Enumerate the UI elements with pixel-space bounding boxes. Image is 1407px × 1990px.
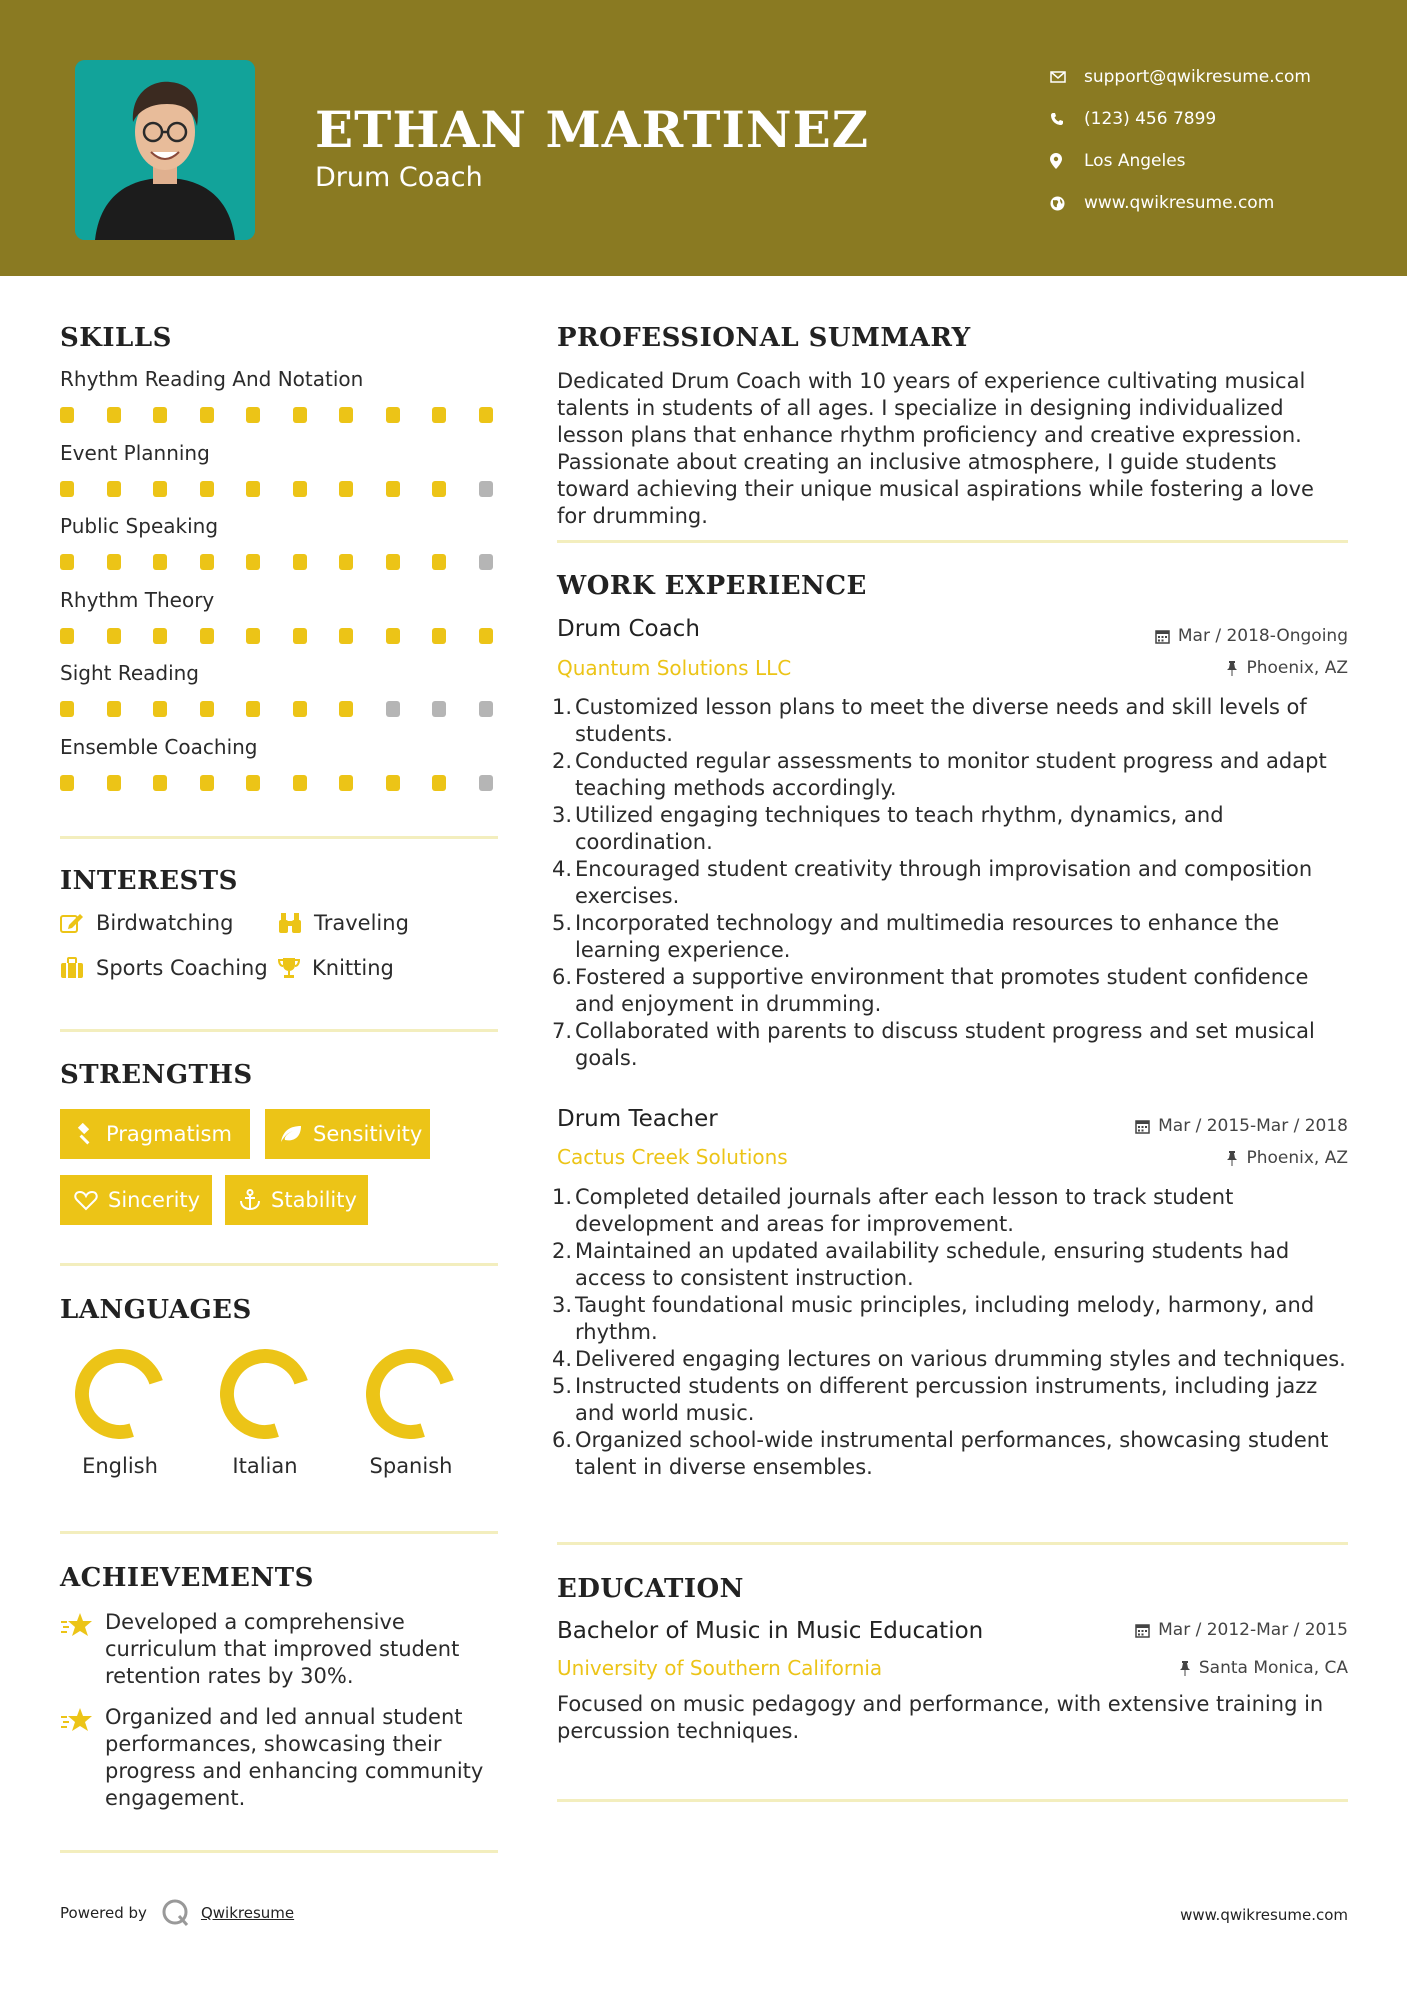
skill-item (60, 441, 500, 497)
list-item: 4. Encouraged student creativity through improvisation and composition exercises. (552, 857, 1313, 908)
skill-dot-filled (339, 701, 353, 717)
job-location (1226, 1148, 1348, 1168)
skill-dot-filled (246, 407, 260, 423)
job-dates (1135, 1116, 1348, 1136)
star-icon (60, 1609, 105, 1690)
achievement-text: Developed a comprehensive curriculum that improved student retention rates by 30%. (105, 1610, 460, 1688)
skill-dot-filled (339, 554, 353, 570)
section-divider (60, 1850, 498, 1853)
skill-rating (60, 616, 500, 644)
star-icon (60, 1704, 105, 1812)
qwikresume-link[interactable]: Qwikresume (200, 1904, 295, 1922)
contact-phone-text: (123) 456 7899 (1084, 109, 1217, 129)
skill-dot-filled (200, 481, 214, 497)
skill-dot-empty (479, 481, 493, 497)
skill-dot-filled (293, 775, 307, 791)
interest-label: Sports Coaching (96, 956, 268, 980)
interests-heading: INTERESTS (60, 866, 238, 896)
skill-dot-filled (200, 407, 214, 423)
education-description: Focused on music pedagogy and performance, with extensive training in percussion techniques. (557, 1692, 1324, 1743)
section-divider (557, 540, 1348, 543)
map-pin-icon (1050, 153, 1084, 169)
skill-dot-filled (246, 775, 260, 791)
skill-dot-filled (200, 775, 214, 791)
skill-dot-filled (432, 554, 446, 570)
skill-dot-filled (479, 407, 493, 423)
contact-location (1050, 140, 1311, 182)
calendar-icon (1135, 1119, 1150, 1134)
skill-dot-filled (60, 628, 74, 644)
skill-dot-filled (200, 701, 214, 717)
qwikresume-logo-icon (161, 1898, 191, 1928)
company-name: Cactus Creek Solutions (557, 1145, 788, 1169)
interest-item (60, 911, 233, 935)
skill-dot-filled (386, 481, 400, 497)
achievements-heading: ACHIEVEMENTS (60, 1563, 314, 1593)
list-item: 4. Delivered engaging lectures on various drumming styles and techniques. (552, 1347, 1346, 1371)
skill-dot-empty (479, 775, 493, 791)
skill-rating (60, 469, 500, 497)
candidate-role: Drum Coach (315, 162, 483, 193)
list-item: 5. Incorporated technology and multimedia resources to enhance the learning experience. (552, 911, 1280, 962)
language-gauge-arc (82, 1356, 156, 1432)
strength-label: Pragmatism (106, 1122, 232, 1146)
language-label: English (82, 1454, 158, 1478)
summary-heading: PROFESSIONAL SUMMARY (557, 323, 971, 353)
skill-dot-filled (153, 407, 167, 423)
skill-dot-filled (479, 628, 493, 644)
contact-phone[interactable] (1050, 98, 1311, 140)
trophy-icon (278, 957, 300, 979)
job-duties (552, 1184, 1352, 1481)
skill-dot-filled (60, 407, 74, 423)
skill-dot-filled (386, 628, 400, 644)
skill-dot-filled (339, 481, 353, 497)
list-item: 7. Collaborated with parents to discuss student progress and set musical goals. (552, 1019, 1315, 1070)
language-label: Italian (232, 1454, 298, 1478)
language-gauge-arc (227, 1356, 301, 1432)
education-location (1179, 1658, 1348, 1678)
list-item: 3. Utilized engaging techniques to teach rhythm, dynamics, and coordination. (552, 803, 1224, 854)
strength-label: Stability (271, 1188, 357, 1212)
skill-dot-empty (479, 701, 493, 717)
skill-dot-filled (107, 628, 121, 644)
skill-dot-filled (386, 554, 400, 570)
strength-tag (60, 1109, 250, 1159)
skill-name: Event Planning (60, 441, 210, 465)
anchor-icon (239, 1189, 261, 1211)
contact-website[interactable] (1050, 182, 1311, 224)
skill-name: Ensemble Coaching (60, 735, 258, 759)
skill-dot-filled (107, 407, 121, 423)
achievement-text: Organized and led annual student performances, showcasing their progress and enhancing community engagement. (105, 1705, 484, 1810)
achievement-item (60, 1609, 500, 1690)
heart-icon (74, 1190, 98, 1211)
person-avatar-icon (75, 60, 255, 240)
binoculars-icon (278, 912, 302, 934)
skill-dot-filled (107, 554, 121, 570)
section-divider (557, 1799, 1348, 1802)
skill-dot-filled (60, 481, 74, 497)
education-dates (1135, 1620, 1348, 1640)
skill-dot-filled (60, 775, 74, 791)
skill-dot-filled (153, 628, 167, 644)
candidate-name: ETHAN MARTINEZ (315, 100, 870, 159)
calendar-icon (1155, 629, 1170, 644)
resume-header (0, 0, 1407, 276)
job-dates (1155, 626, 1348, 646)
skill-dot-filled (386, 407, 400, 423)
job-title: Drum Teacher (557, 1106, 718, 1132)
skill-dot-filled (107, 775, 121, 791)
skill-item (60, 588, 500, 644)
list-item: 1. Customized lesson plans to meet the diverse needs and skill levels of students. (552, 695, 1307, 746)
skill-dot-empty (479, 554, 493, 570)
skill-item (60, 661, 500, 717)
interest-label: Knitting (312, 956, 394, 980)
skill-dot-filled (246, 628, 260, 644)
languages-heading: LANGUAGES (60, 1295, 252, 1325)
skill-dot-filled (293, 701, 307, 717)
language-gauge (217, 1346, 313, 1442)
section-divider (60, 1263, 498, 1266)
pushpin-icon (1226, 661, 1238, 676)
strength-label: Sincerity (108, 1188, 201, 1212)
job-location-text: Phoenix, AZ (1246, 658, 1348, 678)
achievement-item (60, 1704, 500, 1812)
skill-name: Rhythm Reading And Notation (60, 367, 364, 391)
skill-rating (60, 395, 500, 423)
section-divider (60, 1029, 498, 1032)
leaf-icon (279, 1124, 303, 1144)
job-title: Drum Coach (557, 616, 700, 642)
skill-dot-filled (246, 481, 260, 497)
skill-name: Sight Reading (60, 661, 200, 685)
skill-dot-filled (200, 554, 214, 570)
list-item: 2. Maintained an updated availability schedule, ensuring students had access to consistent instruction. (552, 1239, 1290, 1290)
skill-dot-filled (60, 701, 74, 717)
skill-dot-filled (339, 407, 353, 423)
skill-dot-filled (293, 407, 307, 423)
skill-dot-filled (386, 775, 400, 791)
section-divider (60, 836, 498, 839)
profile-photo (75, 60, 255, 240)
contact-website-text: www.qwikresume.com (1084, 193, 1275, 213)
school-name: University of Southern California (557, 1656, 883, 1680)
skill-dot-empty (386, 701, 400, 717)
list-item: 5. Instructed students on different percussion instruments, including jazz and world music. (552, 1374, 1318, 1425)
skill-dot-filled (339, 775, 353, 791)
language-item (55, 1346, 185, 1478)
strengths-heading: STRENGTHS (60, 1060, 253, 1090)
interest-label: Traveling (314, 911, 409, 935)
company-name: Quantum Solutions LLC (557, 656, 792, 680)
language-gauge (363, 1346, 459, 1442)
skill-item (60, 735, 500, 791)
experience-heading: WORK EXPERIENCE (557, 571, 867, 601)
globe-icon (1050, 196, 1084, 211)
language-label: Spanish (369, 1454, 453, 1478)
skill-dot-filled (153, 481, 167, 497)
list-item: 1. Completed detailed journals after each lesson to track student development and areas for improvement. (552, 1185, 1234, 1236)
skill-rating (60, 689, 500, 717)
skill-dot-filled (339, 628, 353, 644)
job-location (1226, 658, 1348, 678)
skill-dot-filled (432, 407, 446, 423)
skill-dot-filled (107, 481, 121, 497)
degree-title: Bachelor of Music in Music Education (557, 1618, 984, 1644)
skill-dot-filled (246, 554, 260, 570)
list-item: 6. Fostered a supportive environment that promotes student confidence and enjoyment in drumming. (552, 965, 1309, 1016)
contact-list (1050, 56, 1311, 224)
education-heading: EDUCATION (557, 1574, 744, 1604)
skill-dot-filled (153, 554, 167, 570)
phone-icon (1050, 112, 1084, 126)
education-location-text: Santa Monica, CA (1198, 1658, 1348, 1678)
briefcase-icon (60, 957, 84, 979)
skill-dot-filled (153, 701, 167, 717)
skill-rating (60, 542, 500, 570)
skill-item (60, 514, 500, 570)
skills-heading: SKILLS (60, 323, 172, 353)
footer-powered-by (60, 1898, 294, 1928)
skill-dot-filled (293, 628, 307, 644)
skill-dot-filled (293, 554, 307, 570)
interest-item (278, 911, 409, 935)
footer-website[interactable]: www.qwikresume.com (1180, 1906, 1348, 1924)
skill-dot-filled (107, 701, 121, 717)
contact-email-text: support@qwikresume.com (1084, 67, 1311, 87)
language-item (200, 1346, 330, 1478)
education-dates-text: Mar / 2012-Mar / 2015 (1158, 1620, 1348, 1640)
skill-name: Public Speaking (60, 514, 219, 538)
interest-item (60, 956, 268, 980)
pencil-square-icon (60, 912, 84, 934)
skill-dot-filled (60, 554, 74, 570)
envelope-icon (1050, 71, 1084, 83)
calendar-icon (1135, 1623, 1150, 1638)
section-divider (557, 1542, 1348, 1545)
skill-rating (60, 763, 500, 791)
strength-tag (225, 1175, 368, 1225)
skill-dot-filled (200, 628, 214, 644)
language-gauge-arc (373, 1356, 447, 1432)
summary-text: Dedicated Drum Coach with 10 years of experience cultivating musical talents in students of all ages. I specialize in designing individualized lesson plans that enhance rhythm proficiency and creative expression. Passionate about creating an inclusive atmosphere, I guide students toward achieving their unique musical aspirations while fostering a love for drumming. (557, 369, 1314, 528)
interest-label: Birdwatching (96, 911, 234, 935)
gavel-icon (74, 1123, 96, 1145)
interest-item (278, 956, 394, 980)
skill-item (60, 367, 500, 423)
list-item: 2. Conducted regular assessments to monitor student progress and adapt teaching methods accordingly. (552, 749, 1327, 800)
skill-dot-filled (432, 628, 446, 644)
skill-name: Rhythm Theory (60, 588, 215, 612)
contact-email[interactable] (1050, 56, 1311, 98)
powered-by-text: Powered by (60, 1904, 147, 1922)
skill-dot-filled (432, 481, 446, 497)
strength-tag (265, 1109, 430, 1159)
job-dates-text: Mar / 2018-Ongoing (1177, 626, 1348, 646)
pushpin-icon (1226, 1151, 1238, 1166)
job-location-text: Phoenix, AZ (1246, 1148, 1348, 1168)
strength-tag (60, 1175, 212, 1225)
skill-dot-filled (153, 775, 167, 791)
skill-dot-empty (432, 701, 446, 717)
skill-dot-filled (246, 701, 260, 717)
strength-label: Sensitivity (313, 1122, 423, 1146)
job-dates-text: Mar / 2015-Mar / 2018 (1158, 1116, 1348, 1136)
language-gauge (72, 1346, 168, 1442)
list-item: 3. Taught foundational music principles, including melody, harmony, and rhythm. (552, 1293, 1315, 1344)
contact-location-text: Los Angeles (1084, 151, 1186, 171)
job-duties (552, 694, 1352, 1072)
pushpin-icon (1179, 1661, 1191, 1676)
language-item (346, 1346, 476, 1478)
section-divider (60, 1531, 498, 1534)
list-item: 6. Organized school-wide instrumental performances, showcasing student talent in diverse ensembles. (552, 1428, 1329, 1479)
skill-dot-filled (432, 775, 446, 791)
skill-dot-filled (293, 481, 307, 497)
